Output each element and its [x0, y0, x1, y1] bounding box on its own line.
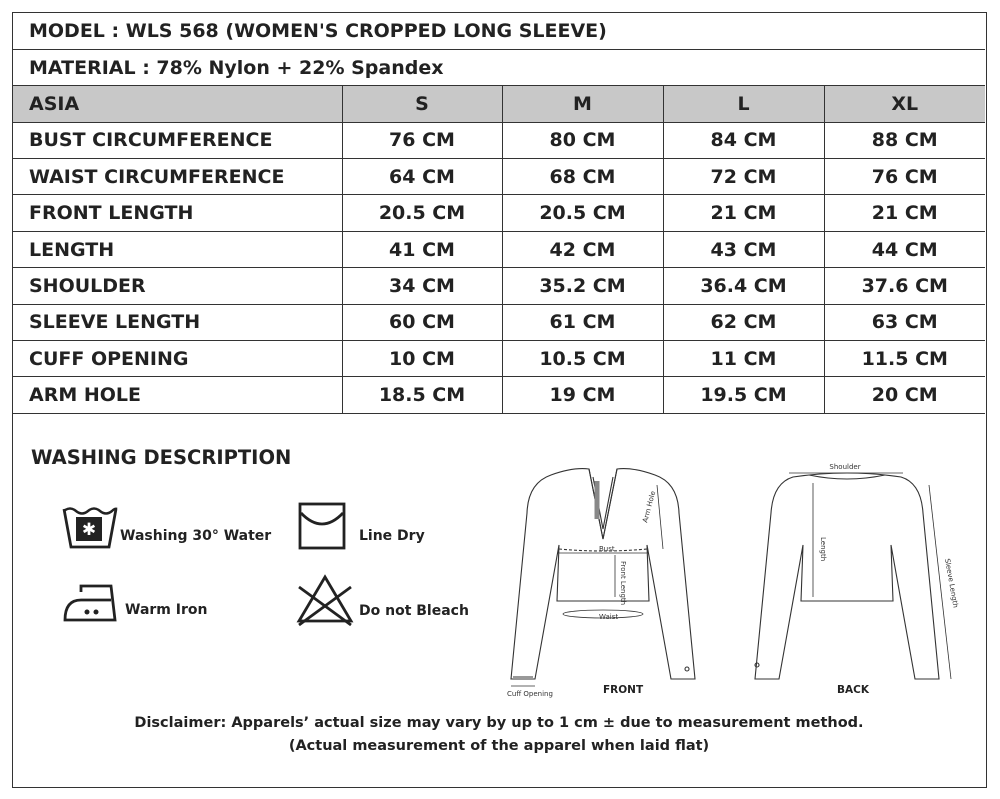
cell-value: 41 CM [342, 231, 502, 267]
cell-value: 68 CM [502, 159, 663, 195]
cell-value: 18.5 CM [342, 377, 502, 413]
cell-value: 80 CM [502, 122, 663, 158]
diagram-label-sleeve-length: Sleeve Length [943, 557, 960, 609]
table-row [13, 304, 985, 340]
diagram-label-cuff-opening: Cuff Opening [507, 690, 553, 698]
row-label: SHOULDER [13, 268, 342, 304]
diagram-label-front-length: Front Length [619, 561, 627, 606]
disclaimer-line-2: (Actual measurement of the apparel when laid flat) [288, 738, 710, 754]
header-size-xl: XL [824, 86, 985, 122]
row-label: ARM HOLE [13, 377, 342, 413]
cell-value: 42 CM [502, 231, 663, 267]
cell-value: 21 CM [824, 195, 985, 231]
row-label: BUST CIRCUMFERENCE [13, 122, 342, 158]
cell-value: 60 CM [342, 304, 502, 340]
diagram-label-shoulder: Shoulder [829, 463, 861, 471]
row-label: CUFF OPENING [13, 341, 342, 377]
back-label: BACK [837, 684, 869, 696]
model-title: MODEL : WLS 568 (WOMEN'S CROPPED LONG SLEEVE) [13, 13, 985, 49]
table-row [13, 195, 985, 231]
cell-value: 34 CM [342, 268, 502, 304]
garment-measurement-diagram [493, 453, 963, 703]
header-size-s: S [342, 86, 502, 122]
table-row [13, 341, 985, 377]
cell-value: 21 CM [663, 195, 824, 231]
cell-value: 43 CM [663, 231, 824, 267]
table-row [13, 159, 985, 195]
table-row [13, 231, 985, 267]
cell-value: 10 CM [342, 341, 502, 377]
header-size-l: L [663, 86, 824, 122]
row-label: LENGTH [13, 231, 342, 267]
cell-value: 19 CM [502, 377, 663, 413]
cell-value: 35.2 CM [502, 268, 663, 304]
header-region: ASIA [13, 86, 342, 122]
diagram-label-arm-hole: Arm Hole [641, 490, 658, 524]
row-label: SLEEVE LENGTH [13, 304, 342, 340]
table-row [13, 377, 985, 413]
size-chart-sheet [12, 12, 987, 788]
washing-title: WASHING DESCRIPTION [31, 446, 292, 469]
row-label: FRONT LENGTH [13, 195, 342, 231]
cell-value: 20.5 CM [502, 195, 663, 231]
front-garment-drawing [511, 469, 695, 686]
cell-value: 88 CM [824, 122, 985, 158]
diagram-label-waist: Waist [599, 613, 619, 621]
table-row [13, 268, 985, 304]
care-label-no-bleach: Do not Bleach [359, 603, 469, 619]
no-bleach-icon [295, 573, 355, 627]
cell-value: 19.5 CM [663, 377, 824, 413]
back-garment-drawing [755, 473, 951, 679]
cell-value: 10.5 CM [502, 341, 663, 377]
cell-value: 72 CM [663, 159, 824, 195]
care-label-warm-iron: Warm Iron [125, 602, 208, 618]
cell-value: 76 CM [342, 122, 502, 158]
cell-value: 20.5 CM [342, 195, 502, 231]
care-label-washing: Washing 30° Water [120, 528, 272, 544]
cell-value: 84 CM [663, 122, 824, 158]
table-row [13, 122, 985, 158]
cell-value: 76 CM [824, 159, 985, 195]
size-table [13, 13, 985, 414]
cell-value: 11.5 CM [824, 341, 985, 377]
diagram-label-bust: Bust [599, 545, 615, 553]
cell-value: 61 CM [502, 304, 663, 340]
table-header-row [13, 86, 985, 122]
line-dry-icon [297, 501, 347, 551]
front-label: FRONT [603, 684, 644, 696]
cell-value: 11 CM [663, 341, 824, 377]
cell-value: 64 CM [342, 159, 502, 195]
cell-value: 20 CM [824, 377, 985, 413]
cell-value: 63 CM [824, 304, 985, 340]
wash-30-icon [61, 503, 119, 551]
header-size-m: M [502, 86, 663, 122]
iron-icon [61, 578, 119, 626]
care-label-line-dry: Line Dry [359, 528, 425, 544]
cell-value: 36.4 CM [663, 268, 824, 304]
material-line: MATERIAL : 78% Nylon + 22% Spandex [13, 49, 985, 85]
svg-text:✱: ✱ [81, 520, 97, 540]
cell-value: 44 CM [824, 231, 985, 267]
diagram-label-length: Length [819, 537, 827, 562]
disclaimer-line-1: Disclaimer: Apparels’ actual size may vary by up to 1 cm ± due to measurement method. [134, 715, 864, 731]
cell-value: 37.6 CM [824, 268, 985, 304]
cell-value: 62 CM [663, 304, 824, 340]
row-label: WAIST CIRCUMFERENCE [13, 159, 342, 195]
